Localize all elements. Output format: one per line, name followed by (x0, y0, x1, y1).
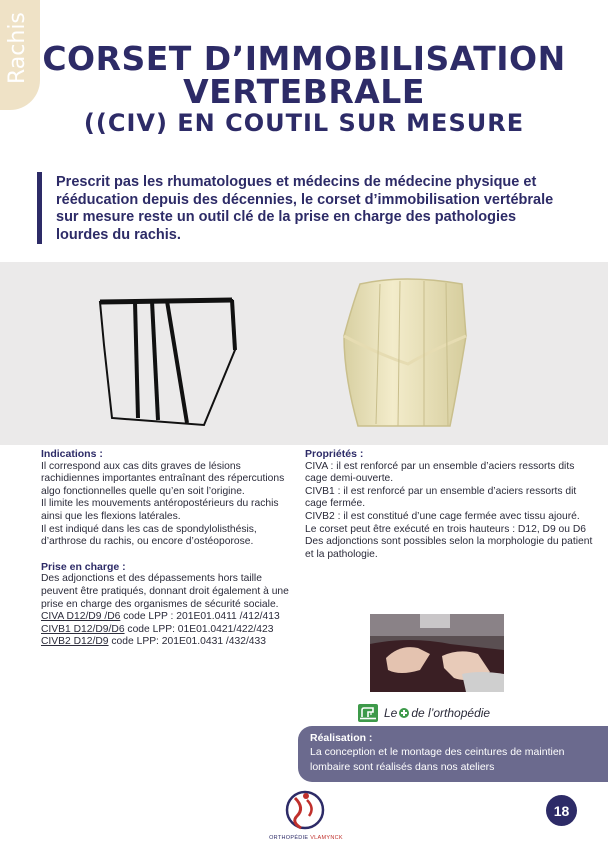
proprietes-paragraph: Le corset peut être exécuté en trois hauteurs : D12, D9 ou D6 (305, 523, 587, 535)
proprietes-heading: Propriétés : (305, 448, 364, 460)
badge-text-before: Le (384, 706, 398, 720)
lpp-code-name: CIVA D12/D9 /D6 (41, 611, 121, 623)
indications-paragraph: Il correspond aux cas dits graves de lésions rachidiennes importantes entraînant des répercutions algo fonctionnelles quelle qu’en soit l’origine. (41, 460, 285, 497)
badge-text-after: de l’orthopédie (411, 706, 491, 720)
prise-en-charge-intro: Des adjonctions et des dépassements hors taille peuvent être pratiqués, donnant droit également à une prise en charge des organismes de sécurité sociale. (41, 573, 289, 610)
intro-text: Prescrit pas les rhumatologues et médecins de médecine physique et rééducation depuis des décennies, le corset d’immobilisation vertébrale sur mesure reste un outil clé de la prise en charge des pathologies lourdes du rachis. (56, 174, 554, 243)
section-tab-label: Rachis (5, 12, 30, 84)
lpp-code-value: code LPP: 01E01.0421/422/423 (124, 623, 274, 635)
logo-wordmark (253, 835, 359, 841)
indications-heading: Indications : (41, 448, 103, 460)
lpp-code-item (41, 636, 291, 649)
proprietes-paragraph: CIVB2 : il est constitué d’une cage fermée avec tissu ajouré. (305, 510, 580, 522)
indications-paragraph: Il est indiqué dans les cas de spondylolisthésis, d’arthrose du rachis, ou encore d’ostéoporose. (41, 523, 257, 548)
title-subtitle: ((CIV) EN COUTIL SUR MESURE (83, 109, 525, 137)
page-title (0, 39, 608, 137)
left-column (41, 448, 291, 649)
lpp-code-name: CIVB1 D12/D9/D6 (41, 623, 125, 635)
proprietes-paragraph: Des adjonctions sont possibles selon la morphologie du patient et la pathologie. (305, 536, 593, 560)
right-column (305, 448, 597, 561)
plus-icon (399, 708, 409, 718)
corset-photo (338, 276, 470, 436)
prise-en-charge-heading: Prise en charge : (41, 560, 126, 573)
indications-paragraph: Il limite les mouvements antéropostérieurs du rachis ainsi que les flexions latérales. (41, 498, 279, 522)
company-logo (277, 786, 333, 842)
logo-prefix: ORTHOPÉDIE (269, 835, 311, 841)
lpp-code-item (41, 611, 291, 624)
proprietes-paragraph: CIVB1 : il est renforcé par un ensemble d’aciers ressorts dit cage fermée. (305, 485, 577, 510)
realisation-text: La conception et le montage des ceintures de maintien lombaire sont réalisés dans nos ateliers (310, 746, 565, 773)
corset-sketch-image (92, 290, 242, 428)
sewing-machine-icon (357, 703, 379, 723)
page-number: 18 (546, 795, 577, 826)
intro-accent-bar (37, 172, 42, 244)
realisation-box (298, 726, 608, 782)
image-band (0, 262, 608, 445)
logo-brand: VLAMYNCK (310, 835, 343, 841)
lpp-code-name: CIVB2 D12/D9 (41, 636, 109, 648)
title-line-2: VERTEBRALE (183, 72, 425, 111)
proprietes-paragraph: CIVA : il est renforcé par un ensemble d’aciers ressorts dits cage demi-ouverte. (305, 460, 575, 485)
badge (357, 702, 490, 724)
lpp-code-value: code LPP: 201E01.0431 /432/433 (108, 636, 266, 648)
title-line-1: CORSET D’IMMOBILISATION (42, 39, 566, 78)
lpp-code-value: code LPP : 201E01.0411 /412/413 (120, 611, 280, 623)
realisation-heading: Réalisation : (310, 732, 373, 744)
lpp-code-item (41, 624, 291, 637)
intro-quote (37, 172, 567, 244)
badge-text (384, 706, 490, 720)
workshop-photo (370, 614, 504, 692)
